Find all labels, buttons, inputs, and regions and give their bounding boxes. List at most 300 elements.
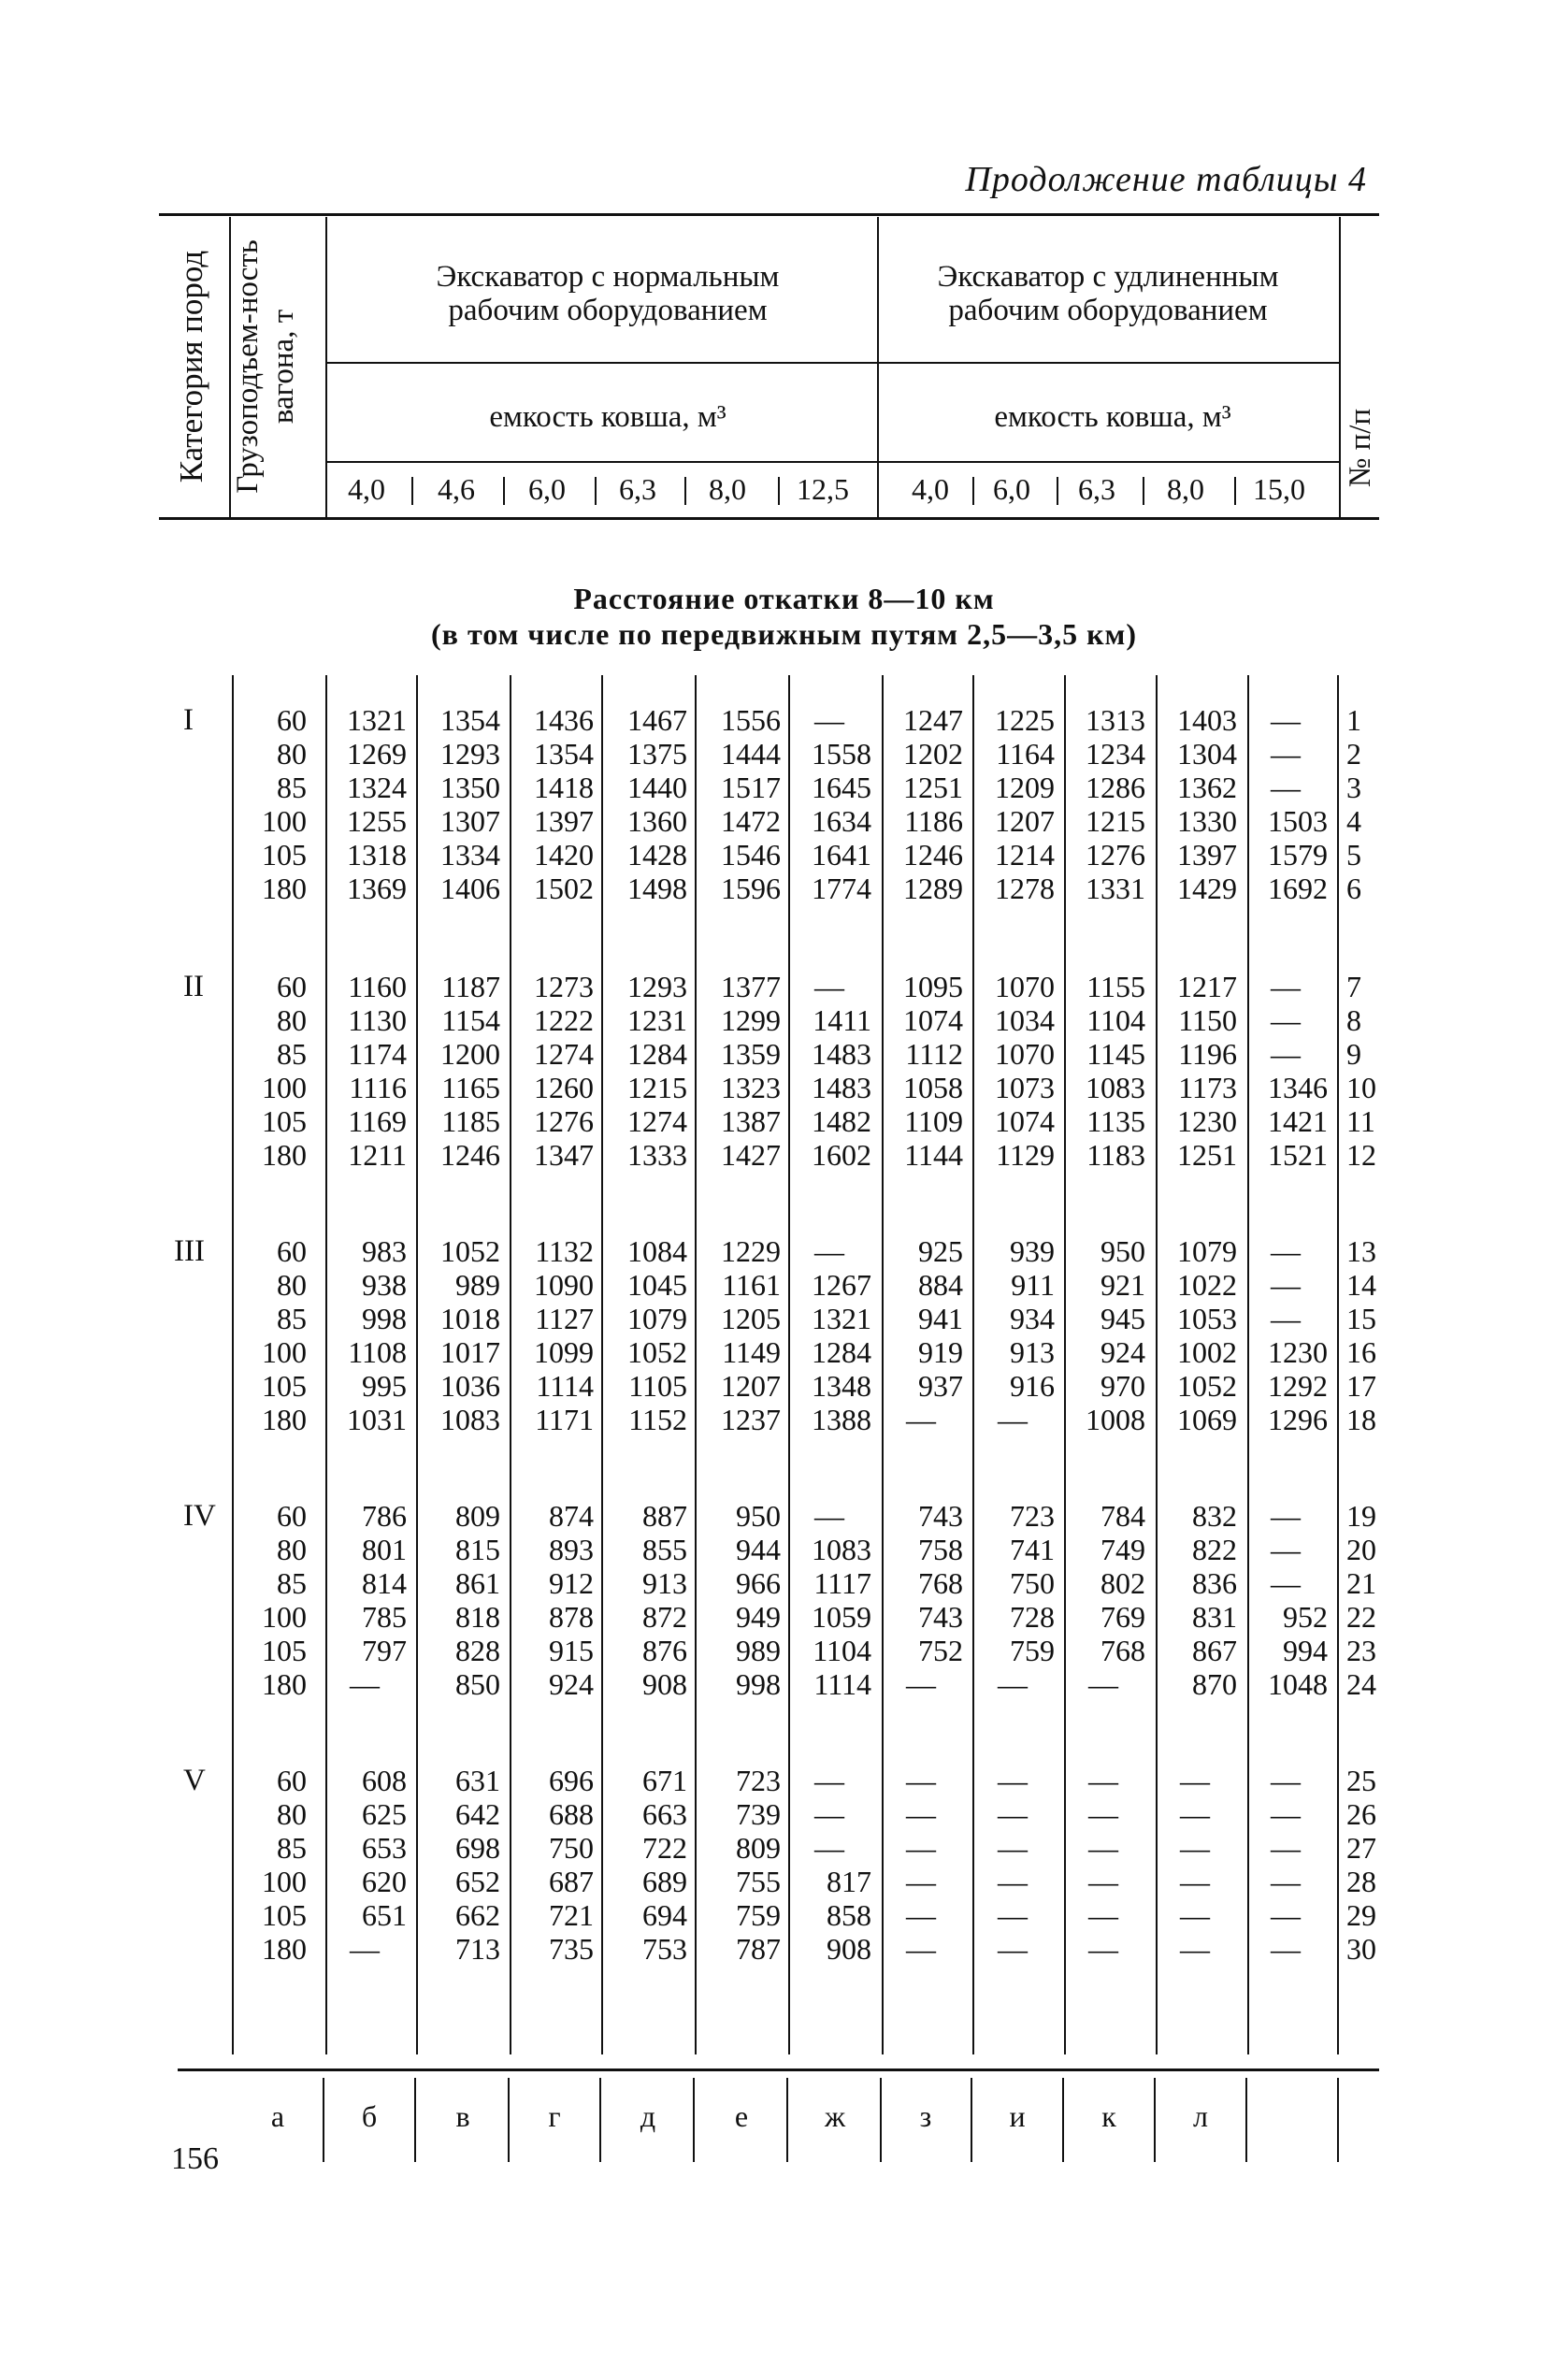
table-cell: — (1271, 1898, 1301, 1932)
table-cell: 1602 (812, 1138, 871, 1172)
capacity-value: 100 (262, 1071, 307, 1104)
row-number: 25 (1346, 1764, 1376, 1797)
table-cell: 1211 (348, 1138, 407, 1172)
table-cell: 1129 (996, 1138, 1055, 1172)
table-cell: 1517 (721, 771, 781, 804)
table-cell: 750 (1010, 1566, 1055, 1600)
table-cell: 642 (455, 1797, 500, 1831)
table-cell: 1472 (721, 804, 781, 838)
header-vline-3 (877, 217, 879, 518)
category-label: V (183, 1764, 206, 1797)
header-extended-size: 6,3 (1078, 472, 1115, 506)
footer-separator (414, 2078, 416, 2162)
capacity-value: 105 (262, 1634, 307, 1667)
table-cell: 989 (455, 1268, 500, 1302)
table-cell: 915 (549, 1634, 594, 1667)
header-size-separator (595, 477, 597, 505)
header-extended-size: 6,0 (993, 472, 1030, 506)
table-cell: — (1271, 1037, 1301, 1071)
column-letter: г (548, 2099, 561, 2133)
table-cell: 818 (455, 1600, 500, 1634)
table-cell: 1186 (904, 804, 963, 838)
table-cell: 1053 (1177, 1302, 1237, 1335)
table-cell: 1164 (996, 737, 1055, 771)
table-cell: 1073 (995, 1071, 1055, 1104)
table-cell: 801 (362, 1533, 407, 1566)
table-cell: 1095 (903, 970, 963, 1003)
header-size-separator (503, 477, 505, 505)
table-cell: 1116 (349, 1071, 407, 1104)
table-cell: 1174 (348, 1037, 407, 1071)
table-cell: 1079 (627, 1302, 687, 1335)
table-cell: 1104 (1086, 1003, 1145, 1037)
header-bucket-normal: емкость ковша, м³ (489, 400, 726, 434)
table-cell: 768 (1100, 1634, 1145, 1667)
table-cell: 1214 (995, 838, 1055, 872)
table-cell: 1237 (721, 1403, 781, 1436)
capacity-value: 60 (277, 703, 307, 737)
table-cell: 1293 (440, 737, 500, 771)
table-cell: 1299 (721, 1003, 781, 1037)
table-cell: 631 (455, 1764, 500, 1797)
table-cell: 1641 (812, 838, 871, 872)
row-number: 10 (1346, 1071, 1376, 1104)
table-cell: 1215 (627, 1071, 687, 1104)
column-letter: б (361, 2099, 378, 2133)
table-cell: 1278 (995, 872, 1055, 905)
table-cell: — (1271, 771, 1301, 804)
header-capacity (230, 217, 305, 516)
table-cell: 867 (1192, 1634, 1237, 1667)
table-cell: — (814, 1764, 844, 1797)
table-cell: 1215 (1086, 804, 1145, 838)
row-number: 7 (1346, 970, 1361, 1003)
table-cell: 1397 (1177, 838, 1237, 872)
table-cell: — (1271, 1302, 1301, 1335)
row-number: 23 (1346, 1634, 1376, 1667)
category-label: II (183, 970, 204, 1003)
capacity-value: 80 (277, 1797, 307, 1831)
table-cell: — (906, 1797, 936, 1831)
table-cell: 653 (362, 1831, 407, 1865)
table-cell: 1202 (903, 737, 963, 771)
table-cell: — (1088, 1667, 1118, 1701)
table-cell: 878 (549, 1600, 594, 1634)
table-cell: 861 (455, 1566, 500, 1600)
table-cell: 1225 (995, 703, 1055, 737)
table-cell: — (906, 1932, 936, 1966)
table-cell: 753 (642, 1932, 687, 1966)
table-cell: 608 (362, 1764, 407, 1797)
header-normal-size: 4,0 (348, 472, 385, 506)
table-cell: 1160 (348, 970, 407, 1003)
table-cell: 784 (1100, 1499, 1145, 1533)
table-cell: 1286 (1086, 771, 1145, 804)
table-cell: 1774 (812, 872, 871, 905)
table-cell: 1135 (1086, 1104, 1145, 1138)
row-number: 11 (1346, 1104, 1375, 1138)
table-cell: — (1271, 970, 1301, 1003)
table-cell: 1359 (721, 1037, 781, 1071)
table-cell: 855 (642, 1533, 687, 1566)
table-cell: 1083 (440, 1403, 500, 1436)
table-cell: 1350 (440, 771, 500, 804)
table-cell: 1017 (440, 1335, 500, 1369)
table-cell: 1596 (721, 872, 781, 905)
table-cell: 1022 (1177, 1268, 1237, 1302)
table-cell: 1152 (628, 1403, 687, 1436)
table-cell: 913 (1010, 1335, 1055, 1369)
table-cell: 1207 (721, 1369, 781, 1403)
table-cell: 1246 (903, 838, 963, 872)
table-cell: 721 (549, 1898, 594, 1932)
table-cell: 620 (362, 1865, 407, 1898)
row-number: 3 (1346, 771, 1361, 804)
table-column-line (1337, 675, 1339, 2054)
table-cell: 937 (918, 1369, 963, 1403)
table-cell: 1388 (812, 1403, 871, 1436)
header-size-separator (1234, 477, 1236, 505)
header-size-separator (972, 477, 974, 505)
table-cell: 1521 (1268, 1138, 1328, 1172)
table-cell: 1144 (904, 1138, 963, 1172)
table-cell: 924 (1100, 1335, 1145, 1369)
table-cell: 939 (1010, 1234, 1055, 1268)
capacity-value: 85 (277, 771, 307, 804)
footer-separator (786, 2078, 788, 2162)
table-cell: 1105 (628, 1369, 687, 1403)
table-cell: 1546 (721, 838, 781, 872)
table-cell: 941 (918, 1302, 963, 1335)
table-cell: 1052 (440, 1234, 500, 1268)
table-cell: 1059 (812, 1600, 871, 1634)
row-number: 14 (1346, 1268, 1376, 1302)
table-cell: 828 (455, 1634, 500, 1667)
row-number: 22 (1346, 1600, 1376, 1634)
footer-separator (508, 2078, 510, 2162)
table-cell: 1083 (1086, 1071, 1145, 1104)
table-cell: 1031 (347, 1403, 407, 1436)
table-cell: 908 (642, 1667, 687, 1701)
table-cell: 989 (736, 1634, 781, 1667)
capacity-value: 105 (262, 1898, 307, 1932)
table-cell: 723 (736, 1764, 781, 1797)
table-cell: 802 (1100, 1566, 1145, 1600)
table-cell: 1207 (995, 804, 1055, 838)
table-cell: 1247 (903, 703, 963, 737)
table-cell: 1387 (721, 1104, 781, 1138)
table-cell: 1173 (1178, 1071, 1237, 1104)
table-cell: — (814, 1234, 844, 1268)
header-size-separator (1143, 477, 1144, 505)
table-cell: — (1271, 1003, 1301, 1037)
table-cell: 625 (362, 1797, 407, 1831)
table-cell: 858 (827, 1898, 871, 1932)
category-label: III (174, 1234, 205, 1268)
table-cell: 1034 (995, 1003, 1055, 1037)
table-cell: 1230 (1177, 1104, 1237, 1138)
table-cell: 1255 (347, 804, 407, 838)
table-cell: 887 (642, 1499, 687, 1533)
header-hline-sizes (327, 461, 1339, 463)
table-cell: 1284 (627, 1037, 687, 1071)
table-cell: — (814, 970, 844, 1003)
table-cell: 1234 (1086, 737, 1145, 771)
row-number: 29 (1346, 1898, 1376, 1932)
column-letter: л (1193, 2099, 1208, 2133)
table-cell: 893 (549, 1533, 594, 1566)
table-cell: 1084 (627, 1234, 687, 1268)
table-cell: 1269 (347, 737, 407, 771)
table-cell: 1284 (812, 1335, 871, 1369)
table-cell: — (1180, 1797, 1210, 1831)
table-cell: 1209 (995, 771, 1055, 804)
capacity-value: 85 (277, 1566, 307, 1600)
table-cell: 995 (362, 1369, 407, 1403)
table-cell: 743 (918, 1600, 963, 1634)
table-cell: 1074 (995, 1104, 1055, 1138)
table-cell: — (1271, 1499, 1301, 1533)
table-cell: — (1180, 1932, 1210, 1966)
table-cell: 651 (362, 1898, 407, 1932)
table-cell: 850 (455, 1667, 500, 1701)
table-cell: 735 (549, 1932, 594, 1966)
table-cell: 983 (362, 1234, 407, 1268)
header-hline-groups (327, 362, 1339, 364)
table-cell: 1002 (1177, 1335, 1237, 1369)
row-number: 12 (1346, 1138, 1376, 1172)
table-cell: 874 (549, 1499, 594, 1533)
capacity-value: 60 (277, 1499, 307, 1533)
row-number: 17 (1346, 1369, 1376, 1403)
column-letter: д (640, 2099, 656, 2133)
table-cell: 1229 (721, 1234, 781, 1268)
capacity-value: 80 (277, 737, 307, 771)
footer-separator (599, 2078, 601, 2162)
table-cell: 1321 (347, 703, 407, 737)
table-cell: 1333 (627, 1138, 687, 1172)
table-cell: — (1271, 1797, 1301, 1831)
table-cell: 966 (736, 1566, 781, 1600)
table-cell: 1127 (535, 1302, 594, 1335)
capacity-value: 105 (262, 1104, 307, 1138)
table-cell: — (998, 1797, 1028, 1831)
table-cell: 1579 (1268, 838, 1328, 872)
table-cell: 1222 (534, 1003, 594, 1037)
capacity-value: 105 (262, 1369, 307, 1403)
table-cell: 1171 (535, 1403, 594, 1436)
table-cell: 1200 (440, 1037, 500, 1071)
table-cell: — (814, 1831, 844, 1865)
header-extended-size: 8,0 (1167, 472, 1204, 506)
table-cell: — (814, 1797, 844, 1831)
table-cell: 1421 (1268, 1104, 1328, 1138)
table-cell: 911 (1011, 1268, 1055, 1302)
table-cell: 689 (642, 1865, 687, 1898)
table-cell: 1313 (1086, 703, 1145, 737)
header-vline-4 (1339, 217, 1341, 518)
capacity-value: 85 (277, 1831, 307, 1865)
table-cell: 1074 (903, 1003, 963, 1037)
table-cell: 1154 (441, 1003, 500, 1037)
table-cell: 908 (827, 1932, 871, 1966)
table-cell: 1334 (440, 838, 500, 872)
footer-separator (1337, 2078, 1339, 2162)
table-cell: — (1088, 1764, 1118, 1797)
row-number: 26 (1346, 1797, 1376, 1831)
table-cell: 884 (918, 1268, 963, 1302)
table-cell: — (1271, 1932, 1301, 1966)
table-cell: 768 (918, 1566, 963, 1600)
table-cell: 1205 (721, 1302, 781, 1335)
table-cell: — (998, 1764, 1028, 1797)
footer-separator (971, 2078, 972, 2162)
row-number: 20 (1346, 1533, 1376, 1566)
table-cell: — (1271, 1234, 1301, 1268)
table-cell: 1018 (440, 1302, 500, 1335)
header-size-separator (1057, 477, 1058, 505)
table-cell: 831 (1192, 1600, 1237, 1634)
table-cell: 722 (642, 1831, 687, 1865)
table-cell: 1104 (813, 1634, 871, 1667)
table-cell: 687 (549, 1865, 594, 1898)
table-cell: — (1180, 1831, 1210, 1865)
table-cell: 1090 (534, 1268, 594, 1302)
row-number: 1 (1346, 703, 1361, 737)
table-cell: 1114 (813, 1667, 871, 1701)
table-cell: 1347 (534, 1138, 594, 1172)
table-cell: 752 (918, 1634, 963, 1667)
table-cell: 950 (1100, 1234, 1145, 1268)
table-cell: 1070 (995, 1037, 1055, 1071)
footer-separator (1245, 2078, 1247, 2162)
column-letter: з (919, 2099, 932, 2133)
table-cell: 1692 (1268, 872, 1328, 905)
capacity-value: 80 (277, 1533, 307, 1566)
header-bottom-rule (159, 517, 1379, 520)
table-cell: 934 (1010, 1302, 1055, 1335)
row-number: 21 (1346, 1566, 1376, 1600)
table-cell: — (1271, 1831, 1301, 1865)
capacity-value: 100 (262, 1865, 307, 1898)
table-cell: 913 (642, 1566, 687, 1600)
table-cell: — (814, 1499, 844, 1533)
table-cell: 743 (918, 1499, 963, 1533)
table-cell: 1429 (1177, 872, 1237, 905)
table-cell: 1444 (721, 737, 781, 771)
table-cell: 950 (736, 1499, 781, 1533)
capacity-value: 60 (277, 970, 307, 1003)
table-cell: 952 (1283, 1600, 1328, 1634)
row-number: 2 (1346, 737, 1361, 771)
table-cell: 698 (455, 1831, 500, 1865)
table-cell: — (1271, 1566, 1301, 1600)
category-label: I (183, 703, 194, 737)
table-cell: 1645 (812, 771, 871, 804)
table-cell: 758 (918, 1533, 963, 1566)
header-normal-size: 6,0 (528, 472, 566, 506)
header-extended-size: 4,0 (912, 472, 949, 506)
table-cell: 994 (1283, 1634, 1328, 1667)
header-size-separator (411, 477, 413, 505)
row-number: 28 (1346, 1865, 1376, 1898)
table-cell: 1187 (441, 970, 500, 1003)
table-cell: 1556 (721, 703, 781, 737)
row-number: 5 (1346, 838, 1361, 872)
column-letter: ж (824, 2099, 846, 2133)
table-cell: — (1271, 1533, 1301, 1566)
table-cell: 1307 (440, 804, 500, 838)
table-cell: 1276 (534, 1104, 594, 1138)
table-cell: 1246 (440, 1138, 500, 1172)
header-normal-size: 12,5 (797, 472, 849, 506)
table-cell: 815 (455, 1533, 500, 1566)
header-category: Категория пород (173, 250, 209, 483)
table-cell: — (1180, 1898, 1210, 1932)
table-cell: 1185 (441, 1104, 500, 1138)
footer-separator (1062, 2078, 1064, 2162)
table-cell: — (1088, 1831, 1118, 1865)
table-cell: 696 (549, 1764, 594, 1797)
table-cell: — (1271, 1764, 1301, 1797)
table-cell: 1483 (812, 1071, 871, 1104)
table-cell: — (906, 1865, 936, 1898)
row-number: 6 (1346, 872, 1361, 905)
table-cell: 1293 (627, 970, 687, 1003)
table-cell: 1230 (1268, 1335, 1328, 1369)
row-number: 30 (1346, 1932, 1376, 1966)
footer-separator (880, 2078, 882, 2162)
table-cell: 1323 (721, 1071, 781, 1104)
table-cell: 998 (362, 1302, 407, 1335)
header-vline-2 (325, 217, 327, 518)
table-cell: 750 (549, 1831, 594, 1865)
table-cell: 1052 (627, 1335, 687, 1369)
table-cell: 1108 (348, 1335, 407, 1369)
footer-top-rule (178, 2068, 1379, 2071)
section-subtitle-line1: Расстояние откатки 8—10 км (573, 582, 995, 615)
table-cell: 1112 (905, 1037, 963, 1071)
table-cell: 1418 (534, 771, 594, 804)
table-cell: 1045 (627, 1268, 687, 1302)
table-cell: 1132 (535, 1234, 594, 1268)
table-cell: 662 (455, 1898, 500, 1932)
table-cell: 1346 (1268, 1071, 1328, 1104)
table-cell: — (998, 1831, 1028, 1865)
footer-separator (1154, 2078, 1156, 2162)
table-cell: — (906, 1898, 936, 1932)
table-cell: 1130 (348, 1003, 407, 1037)
table-cell: 797 (362, 1634, 407, 1667)
table-cell: 1079 (1177, 1234, 1237, 1268)
header-group-normal: Экскаватор с нормальным рабочим оборудованием (436, 260, 780, 327)
header-size-separator (684, 477, 686, 505)
table-cell: 1502 (534, 872, 594, 905)
capacity-value: 180 (262, 872, 307, 905)
row-number: 27 (1346, 1831, 1376, 1865)
table-cell: 1331 (1086, 872, 1145, 905)
table-cell: — (906, 1667, 936, 1701)
table-cell: 755 (736, 1865, 781, 1898)
table-cell: 876 (642, 1634, 687, 1667)
table-cell: 1321 (812, 1302, 871, 1335)
table-cell: — (350, 1932, 380, 1966)
table-cell: 741 (1010, 1533, 1055, 1566)
table-cell: 945 (1100, 1302, 1145, 1335)
column-letter: а (270, 2099, 285, 2133)
table-cell: — (998, 1898, 1028, 1932)
table-cell: 759 (1010, 1634, 1055, 1667)
